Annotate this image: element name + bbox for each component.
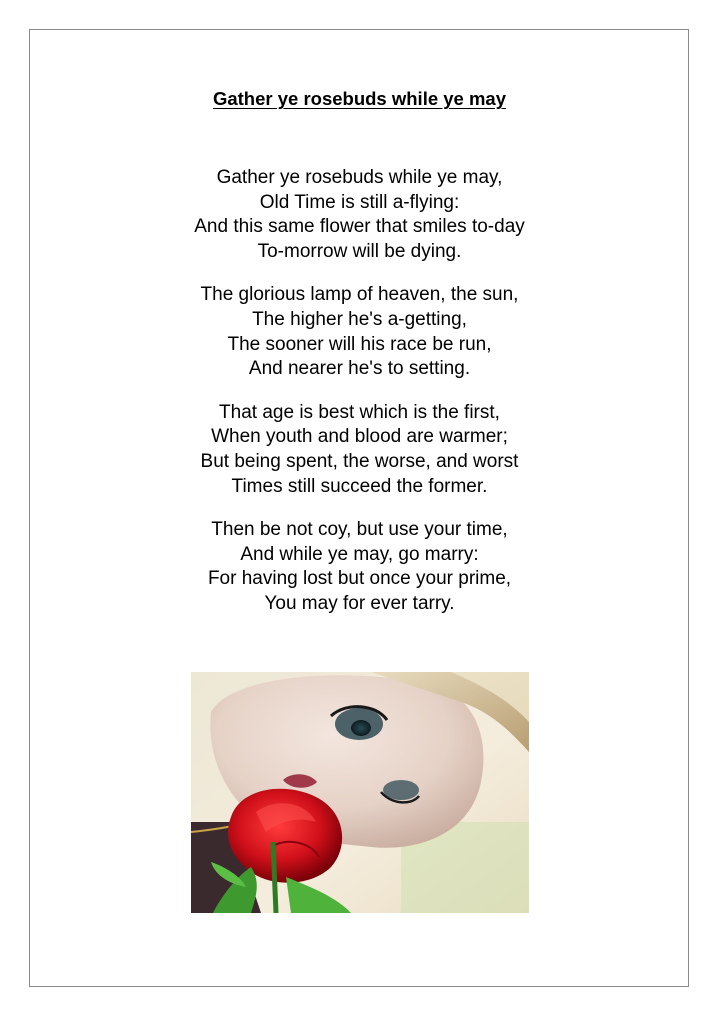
poem-body [0, 166, 719, 617]
poem-line: When youth and blood are warmer; [211, 426, 508, 448]
poem-line: Times still succeed the former. [231, 475, 488, 497]
poem-line: Then be not coy, but use your time, [211, 519, 508, 541]
poem-line: And this same flower that smiles to-day [194, 216, 525, 238]
poem-line: You may for ever tarry. [264, 592, 455, 614]
stanza-1 [0, 166, 719, 264]
stanza-2 [0, 283, 719, 381]
poem-line: That age is best which is the first, [219, 401, 500, 423]
poem-line: For having lost but once your prime, [207, 568, 512, 590]
poem-line: Old Time is still a-flying: [259, 191, 460, 213]
stanza-4 [0, 518, 719, 616]
poem-line: The sooner will his race be run, [227, 333, 492, 355]
woman-with-rose-photo [191, 672, 529, 913]
poem-line: To-morrow will be dying. [257, 240, 462, 262]
poem-line: And while ye may, go marry: [240, 543, 479, 565]
poem-title: Gather ye rosebuds while ye may [212, 88, 507, 109]
poem-line: But being spent, the worse, and worst [200, 450, 519, 472]
poem-line: And nearer he's to setting. [248, 358, 471, 380]
poem-line: The higher he's a-getting, [252, 308, 467, 330]
poem-line: The glorious lamp of heaven, the sun, [200, 284, 519, 306]
poem-line: Gather ye rosebuds while ye may, [216, 167, 503, 188]
stanza-3 [0, 401, 719, 499]
